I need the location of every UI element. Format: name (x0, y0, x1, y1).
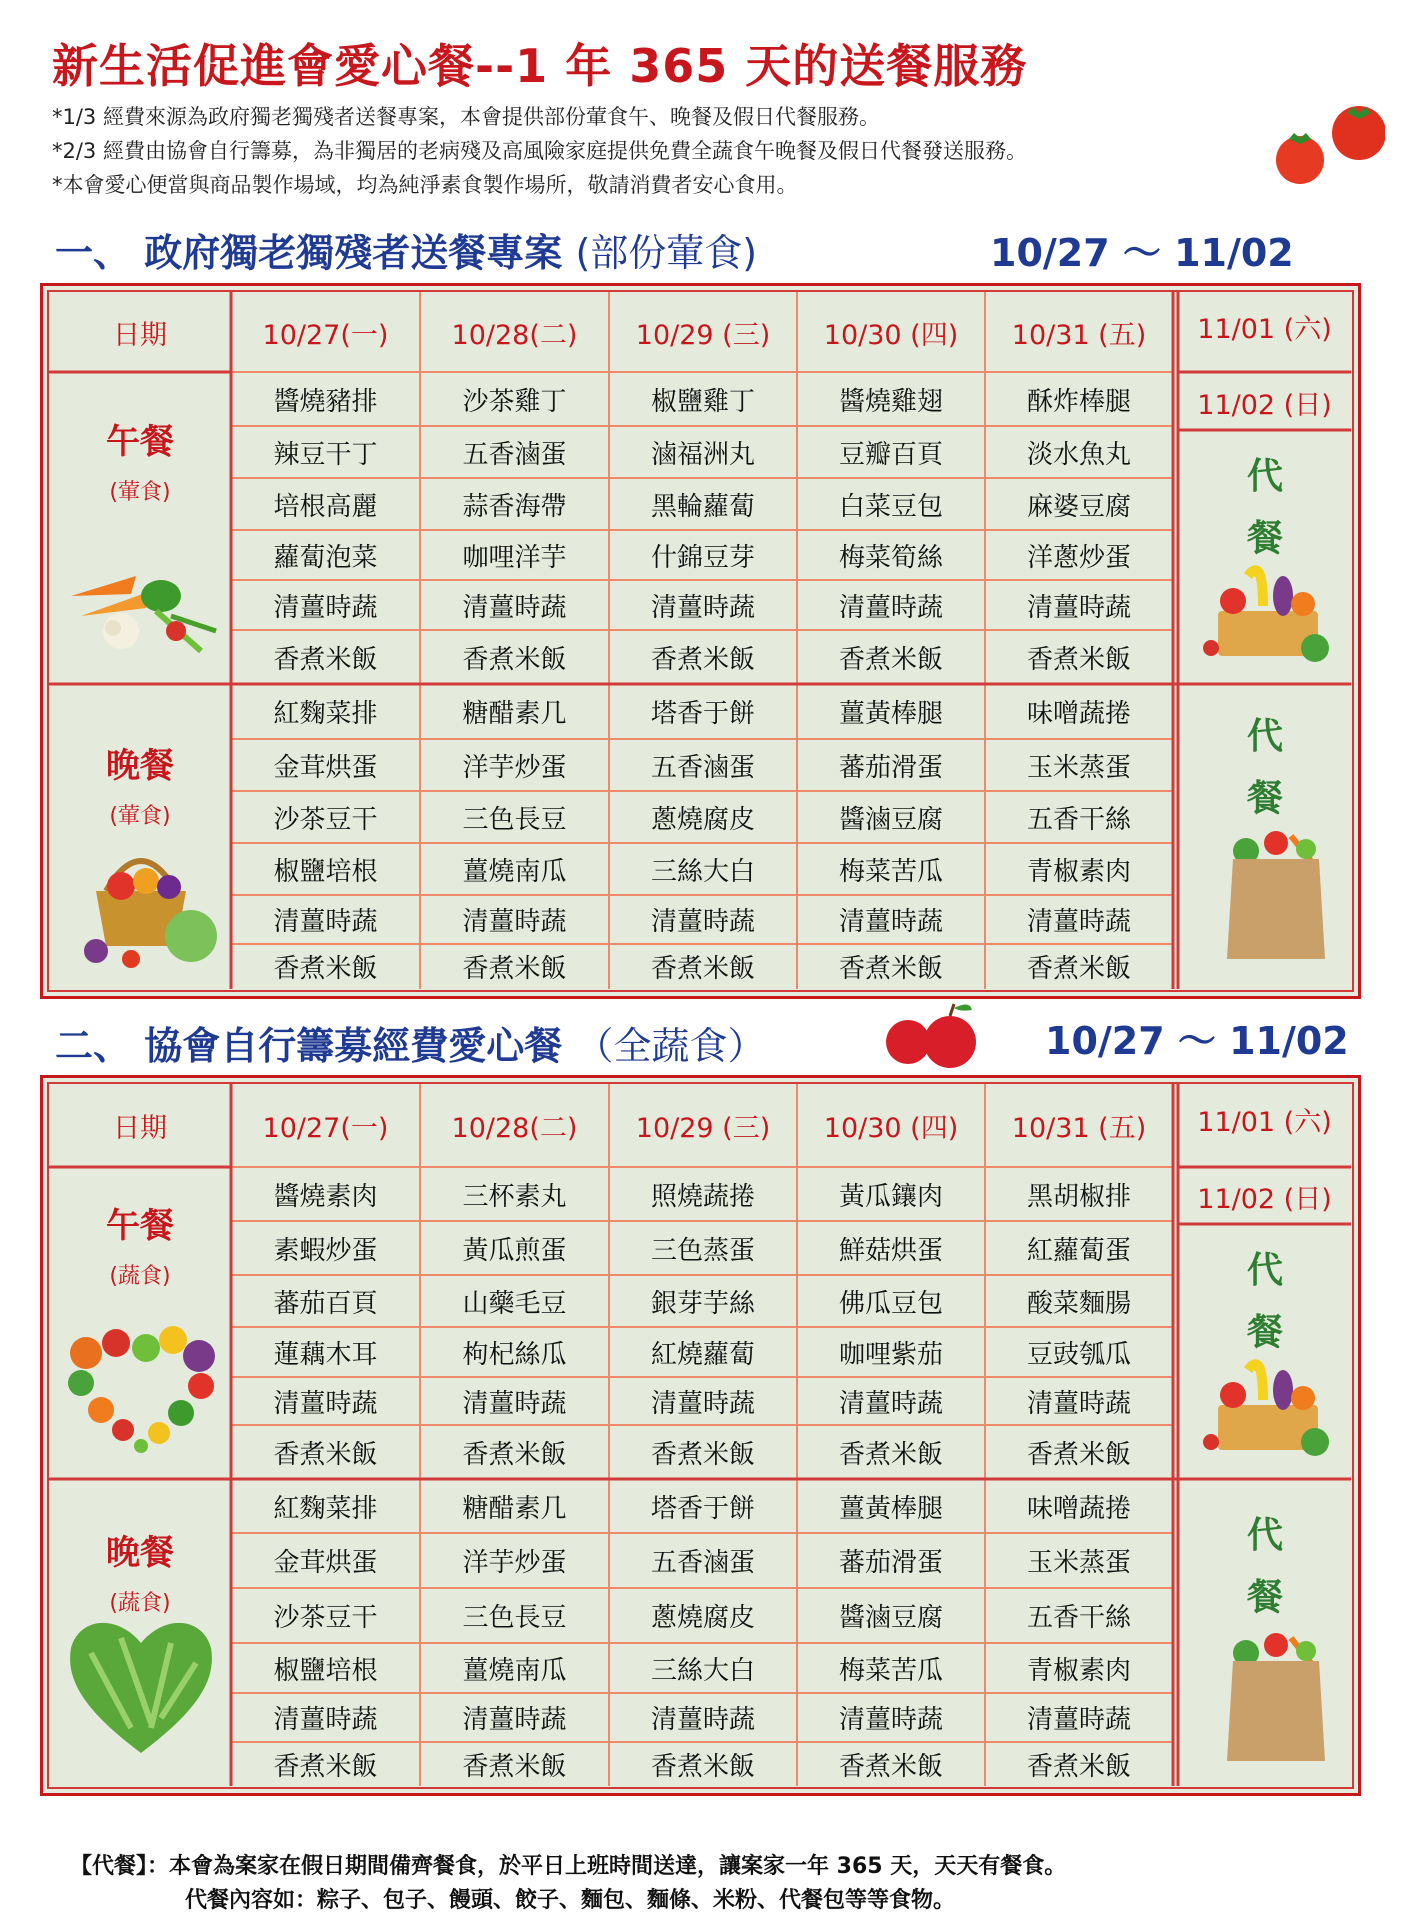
footer-note (70, 1850, 1066, 1918)
section1-menu-table (40, 283, 1361, 999)
menu-cell: 黃瓜鑲肉 (838, 1181, 943, 1212)
menu-cell: 青椒素肉 (1026, 1655, 1131, 1686)
menu-cell: 培根高麗 (273, 491, 378, 522)
menu-cell: 酥炸棒腿 (1026, 386, 1131, 417)
vegetables-icon (61, 536, 221, 656)
menu-cell: 洋芋炒蛋 (462, 1548, 567, 1578)
menu-cell: 三色蒸蛋 (650, 1235, 755, 1266)
menu-cell: 味噌蔬捲 (1026, 699, 1131, 729)
menu-cell: 蕃茄百頁 (273, 1288, 378, 1319)
menu-cell: 香煮米飯 (1026, 1751, 1131, 1782)
menu-cell: 薑燒南瓜 (462, 1655, 567, 1686)
grocery-bag-icon (1221, 821, 1331, 961)
menu-cell: 清薑時蔬 (273, 907, 378, 937)
menu-cell: 清薑時蔬 (1026, 592, 1131, 623)
menu-cell: 蔥燒腐皮 (650, 1603, 755, 1633)
menu-cell: 香煮米飯 (650, 954, 755, 984)
menu-cell: 金茸烘蛋 (273, 752, 378, 783)
apples-icon (880, 1000, 985, 1070)
menu-cell: 蕃茄滑蛋 (838, 752, 943, 783)
section1-heading: 一、 政府獨老獨殘者送餐專案 (部份葷食) (55, 231, 758, 275)
lunch-label: 午餐 (蔬食) (106, 1206, 174, 1289)
menu-cell: 清薑時蔬 (650, 907, 755, 937)
menu-cell: 塔香于餅 (650, 1493, 755, 1524)
menu-cell: 沙茶豆干 (273, 1603, 378, 1633)
menu-cell: 薑燒南瓜 (462, 856, 567, 887)
menu-cell: 香煮米飯 (462, 1439, 567, 1470)
menu-cell: 三絲大白 (650, 1655, 755, 1686)
menu-cell: 清薑時蔬 (462, 592, 567, 623)
menu-cell: 五香干絲 (1026, 1603, 1131, 1633)
menu-cell: 照燒蔬捲 (650, 1181, 755, 1212)
menu-cell: 素蝦炒蛋 (273, 1235, 378, 1266)
menu-cell: 香煮米飯 (273, 1751, 378, 1782)
menu-cell: 醬燒雞翅 (838, 386, 943, 417)
day-header: 10/31 (五) (1011, 1113, 1147, 1144)
menu-cell: 紅麴菜排 (273, 699, 378, 729)
date-label: 日期 (113, 1113, 167, 1144)
menu-cell: 醬滷豆腐 (838, 804, 943, 835)
weekend-lunch-substitute: 代 餐 (1246, 456, 1283, 559)
menu-cell: 酸菜麵腸 (1026, 1288, 1131, 1319)
menu-cell: 黃瓜煎蛋 (462, 1235, 567, 1266)
menu-cell: 咖哩洋芋 (462, 542, 567, 573)
page-title: 新生活促進會愛心餐--1 年 365 天的送餐服務 (52, 39, 1028, 93)
menu-cell: 五香滷蛋 (650, 752, 755, 783)
menu-cell: 五香干絲 (1026, 804, 1131, 835)
menu-cell: 香煮米飯 (838, 1439, 943, 1470)
green-heart-icon (61, 1608, 221, 1758)
menu-cell: 清薑時蔬 (1026, 1388, 1131, 1419)
menu-cell: 清薑時蔬 (273, 592, 378, 623)
menu-cell: 糖醋素几 (462, 1493, 567, 1524)
day-header: 10/30 (四) (823, 319, 959, 351)
note-2: *2/3 經費由協會自行籌募，為非獨居的老病殘及高風險家庭提供免費全蔬食午晚餐及假日代餐發送服務。 (52, 139, 1027, 163)
menu-cell: 玉米蒸蛋 (1026, 752, 1131, 783)
menu-cell: 金茸烘蛋 (273, 1548, 378, 1578)
menu-cell: 五香滷蛋 (462, 439, 567, 470)
section1-date-range: 10/27 ～ 11/02 (990, 231, 1294, 275)
menu-cell: 清薑時蔬 (273, 1705, 378, 1735)
menu-cell: 糖醋素几 (462, 699, 567, 729)
fruit-crate-icon (1203, 556, 1333, 666)
day-header: 10/29 (三) (635, 1113, 771, 1144)
menu-cell: 椒鹽雞丁 (650, 386, 755, 417)
menu-cell: 紅麴菜排 (273, 1493, 378, 1524)
grocery-bag-icon (1221, 1623, 1331, 1763)
menu-cell: 香煮米飯 (462, 644, 567, 675)
menu-cell: 滷福洲丸 (650, 439, 755, 470)
menu-cell: 沙茶豆干 (273, 804, 378, 835)
lunch-label: 午餐 (葷食) (106, 422, 174, 505)
menu-cell: 蕃茄滑蛋 (838, 1548, 943, 1578)
menu-cell: 清薑時蔬 (650, 1705, 755, 1735)
day-header: 10/31 (五) (1011, 319, 1147, 351)
menu-cell: 香煮米飯 (1026, 954, 1131, 984)
fruit-crate-icon (1203, 1350, 1333, 1460)
footer-line-1: 【代餐】：本會為案家在假日期間備齊餐食，於平日上班時間送達，讓案家一年 365 天，天天有餐食。 (70, 1854, 1067, 1879)
weekend-sat: 11/01 (六) (1197, 1106, 1332, 1138)
menu-cell: 清薑時蔬 (650, 1388, 755, 1419)
menu-cell: 黑胡椒排 (1026, 1181, 1131, 1212)
menu-cell: 洋芋炒蛋 (462, 752, 567, 783)
menu-cell: 咖哩紫茄 (838, 1339, 943, 1370)
menu-cell: 三杯素丸 (462, 1181, 567, 1212)
weekend-dinner-substitute: 代 餐 (1246, 1515, 1283, 1618)
menu-cell: 梅菜苦瓜 (838, 856, 943, 887)
menu-cell: 香煮米飯 (650, 1751, 755, 1782)
day-header: 10/27(一) (262, 1113, 389, 1144)
menu-cell: 佛瓜豆包 (838, 1288, 943, 1319)
day-header: 10/30 (四) (823, 1113, 959, 1144)
menu-cell: 清薑時蔬 (650, 592, 755, 623)
menu-cell: 香煮米飯 (838, 1751, 943, 1782)
menu-cell: 蔥燒腐皮 (650, 804, 755, 835)
menu-cell: 蓮藕木耳 (273, 1339, 378, 1370)
menu-cell: 銀芽芋絲 (650, 1288, 755, 1319)
section2-heading: 二、 協會自行籌募經費愛心餐 （全蔬食） (55, 1024, 766, 1068)
date-label: 日期 (113, 319, 167, 351)
menu-cell: 三絲大白 (650, 856, 755, 887)
menu-cell: 薑黃棒腿 (838, 699, 943, 729)
menu-cell: 清薑時蔬 (1026, 907, 1131, 937)
day-header: 10/29 (三) (635, 319, 771, 351)
produce-basket-icon (61, 821, 221, 971)
menu-cell: 清薑時蔬 (838, 907, 943, 937)
menu-cell: 清薑時蔬 (462, 1705, 567, 1735)
menu-cell: 香煮米飯 (1026, 644, 1131, 675)
tomato-icon (1265, 105, 1385, 185)
vegetable-heart-icon (61, 1318, 221, 1453)
footer-line-2: 代餐內容如：粽子、包子、饅頭、餃子、麵包、麵條、米粉、代餐包等等食物。 (185, 1888, 956, 1913)
menu-cell: 紅蘿蔔蛋 (1026, 1235, 1131, 1266)
day-header: 10/27(一) (262, 319, 389, 351)
menu-cell: 薑黃棒腿 (838, 1493, 943, 1524)
menu-cell: 豆瓣百頁 (838, 439, 943, 470)
menu-cell: 清薑時蔬 (273, 1388, 378, 1419)
menu-cell: 香煮米飯 (462, 954, 567, 984)
menu-cell: 香煮米飯 (273, 1439, 378, 1470)
menu-cell: 豆豉瓠瓜 (1026, 1339, 1131, 1370)
menu-cell: 蒜香海帶 (462, 491, 567, 522)
menu-cell: 椒鹽培根 (273, 1655, 378, 1686)
note-3: *本會愛心便當與商品製作場域，均為純淨素食製作場所，敬請消費者安心食用。 (52, 173, 798, 197)
menu-cell: 黑輪蘿蔔 (650, 491, 755, 522)
menu-cell: 三色長豆 (462, 804, 567, 835)
dinner-label: 晚餐 (蔬食) (106, 1533, 174, 1616)
menu-cell: 青椒素肉 (1026, 856, 1131, 887)
menu-cell: 清薑時蔬 (838, 1388, 943, 1419)
day-header: 10/28(二) (451, 319, 578, 351)
menu-cell: 白菜豆包 (838, 491, 943, 522)
weekend-sun: 11/02 (日) (1197, 1184, 1332, 1215)
menu-cell: 三色長豆 (462, 1603, 567, 1633)
menu-cell: 清薑時蔬 (838, 592, 943, 623)
menu-cell: 洋蔥炒蛋 (1026, 542, 1131, 573)
menu-cell: 麻婆豆腐 (1026, 491, 1131, 522)
menu-cell: 辣豆干丁 (273, 439, 378, 470)
menu-cell: 香煮米飯 (650, 644, 755, 675)
menu-cell: 玉米蒸蛋 (1026, 1548, 1131, 1578)
day-header: 10/28(二) (451, 1113, 578, 1144)
menu-cell: 蘿蔔泡菜 (273, 542, 378, 573)
menu-cell: 香煮米飯 (273, 954, 378, 984)
weekend-dinner-substitute: 代 餐 (1246, 716, 1283, 819)
menu-cell: 枸杞絲瓜 (462, 1339, 567, 1370)
menu-cell: 山藥毛豆 (462, 1288, 567, 1319)
menu-cell: 紅燒蘿蔔 (650, 1339, 755, 1370)
menu-cell: 梅菜苦瓜 (838, 1655, 943, 1686)
menu-cell: 沙茶雞丁 (462, 386, 567, 417)
menu-cell: 香煮米飯 (273, 644, 378, 675)
menu-cell: 香煮米飯 (838, 644, 943, 675)
menu-cell: 清薑時蔬 (462, 907, 567, 937)
menu-cell: 醬燒素肉 (273, 1181, 378, 1212)
menu-cell: 香煮米飯 (1026, 1439, 1131, 1470)
weekend-sat: 11/01 (六) (1197, 313, 1332, 345)
menu-cell: 五香滷蛋 (650, 1548, 755, 1578)
menu-cell: 鮮菇烘蛋 (838, 1235, 943, 1266)
menu-cell: 醬燒豬排 (273, 386, 378, 417)
menu-cell: 香煮米飯 (462, 1751, 567, 1782)
section2-date-range: 10/27 ～ 11/02 (1045, 1019, 1349, 1063)
menu-cell: 醬滷豆腐 (838, 1603, 943, 1633)
menu-cell: 香煮米飯 (650, 1439, 755, 1470)
weekend-sun: 11/02 (日) (1197, 389, 1332, 421)
menu-cell: 清薑時蔬 (838, 1705, 943, 1735)
menu-cell: 椒鹽培根 (273, 856, 378, 887)
dinner-label: 晚餐 (葷食) (106, 746, 174, 829)
menu-cell: 淡水魚丸 (1026, 439, 1131, 470)
note-1: *1/3 經費來源為政府獨老獨殘者送餐專案，本會提供部份葷食午、晚餐及假日代餐服務。 (52, 105, 880, 129)
weekend-lunch-substitute: 代 餐 (1246, 1250, 1283, 1353)
menu-cell: 清薑時蔬 (1026, 1705, 1131, 1735)
menu-cell: 塔香于餅 (650, 699, 755, 729)
menu-cell: 味噌蔬捲 (1026, 1493, 1131, 1524)
section2-menu-table (40, 1075, 1361, 1796)
menu-cell: 香煮米飯 (838, 954, 943, 984)
notes (52, 100, 1027, 202)
menu-cell: 梅菜筍絲 (838, 542, 943, 573)
menu-cell: 什錦豆芽 (650, 542, 755, 573)
menu-cell: 清薑時蔬 (462, 1388, 567, 1419)
